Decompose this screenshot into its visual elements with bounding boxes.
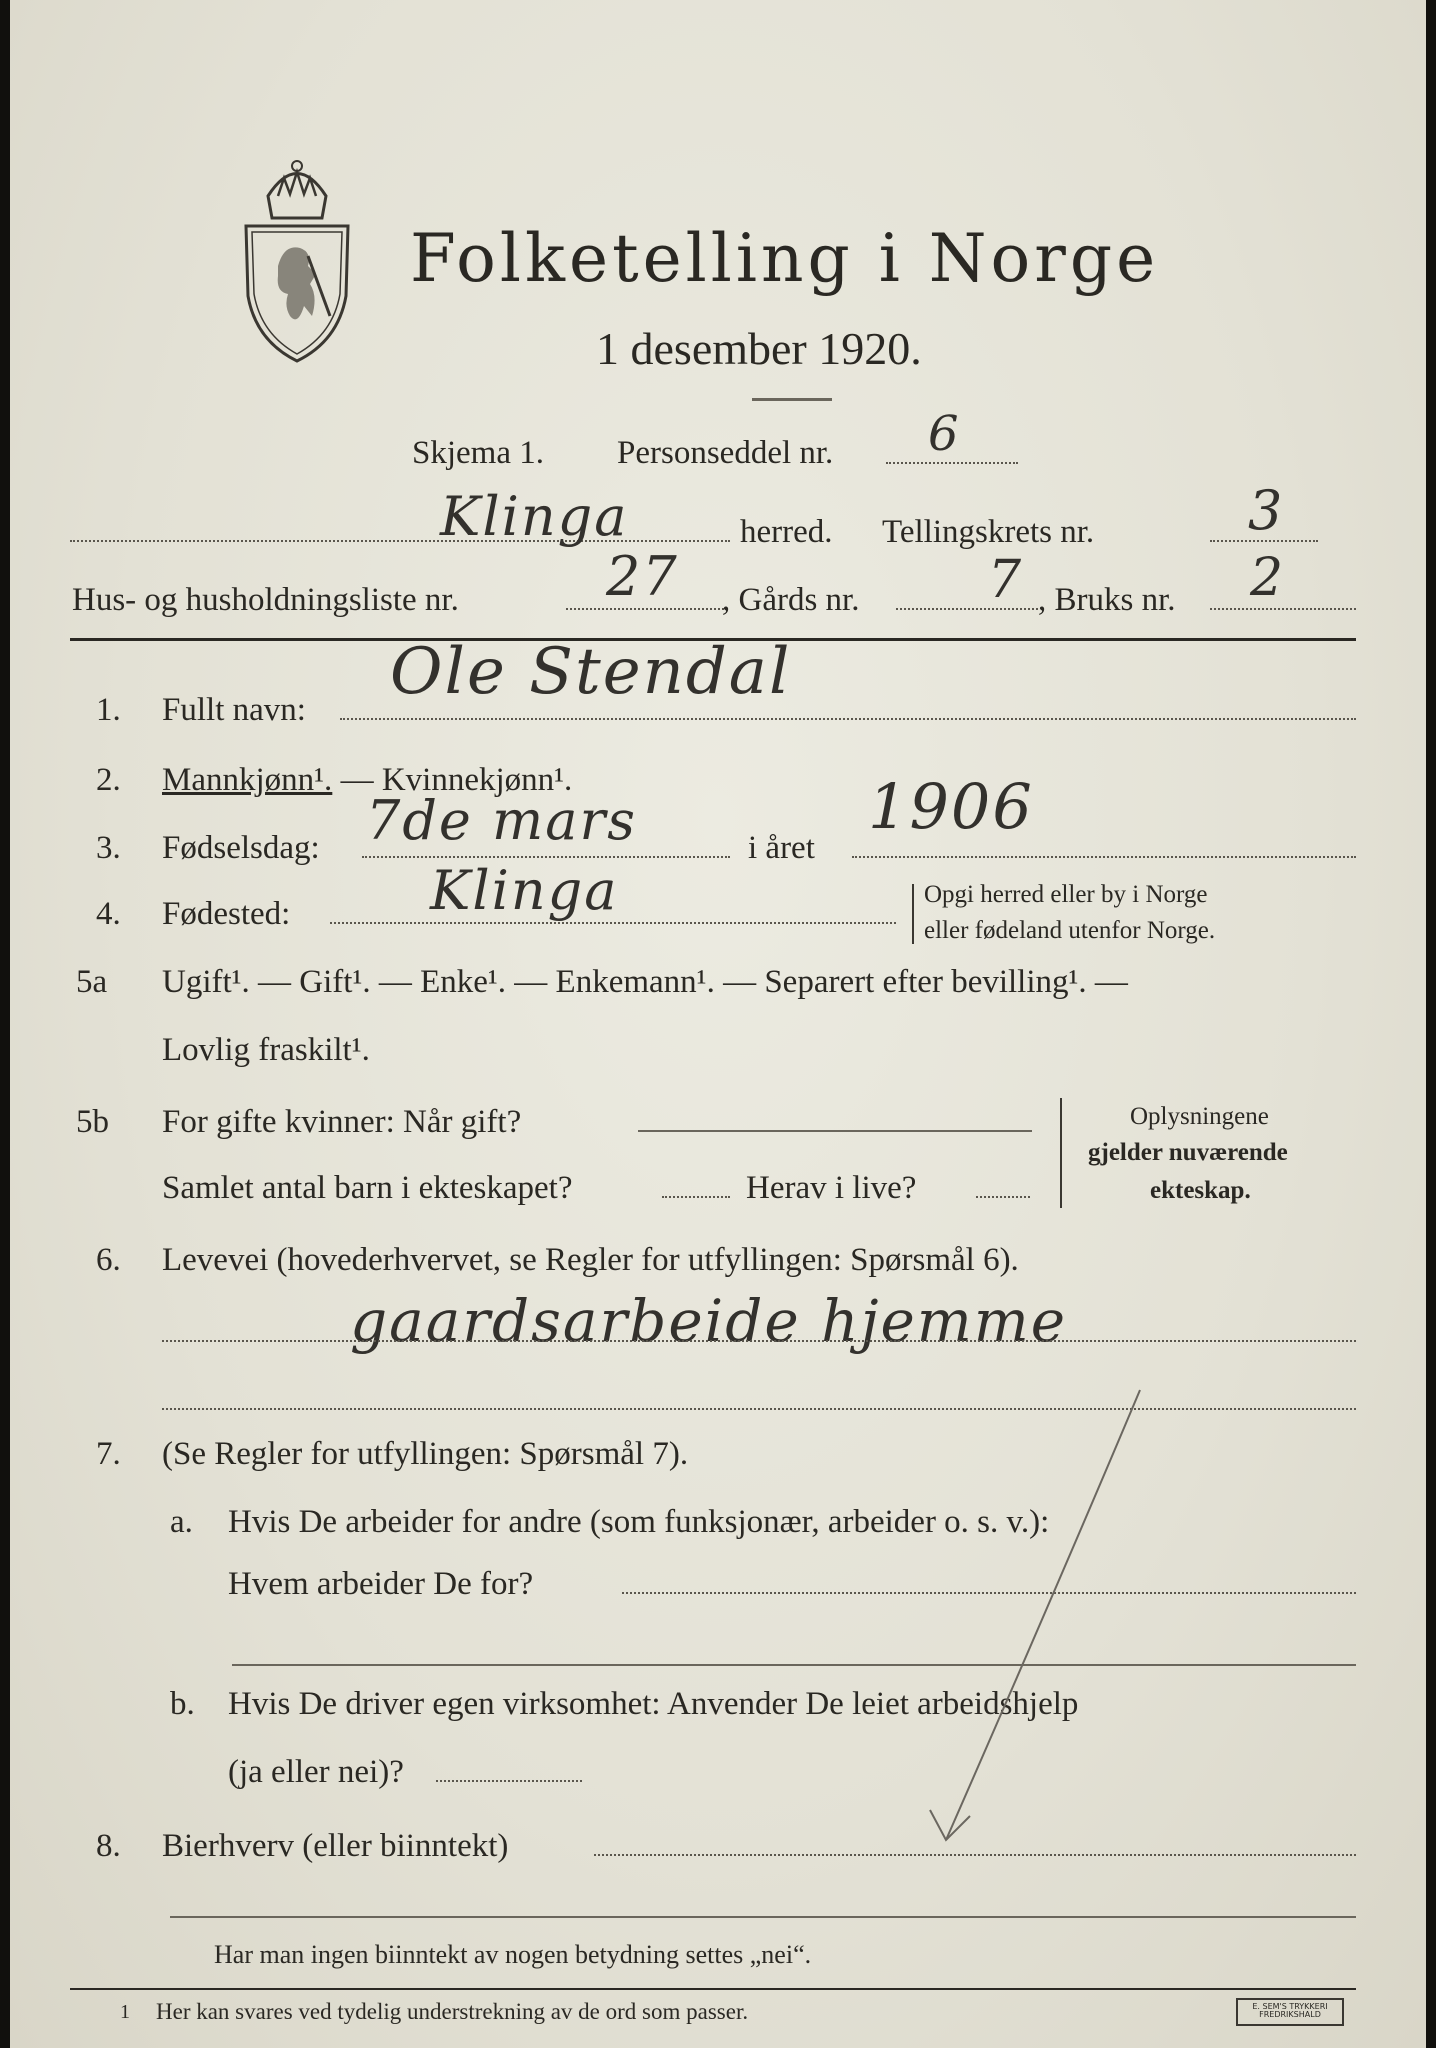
q7a-number: a. [170,1504,193,1540]
q3-year-label: i året [748,830,815,866]
personseddel-line [886,462,1018,464]
personseddel-label: Personseddel nr. [617,435,834,471]
q4-note-line1: Opgi herred eller by i Norge [924,881,1208,908]
q7a-line1: Hvis De arbeider for andre (som funksjonær, arbeider o. s. v.): [228,1504,1050,1540]
q5b-note-line2: gjelder nuværende [1088,1139,1288,1166]
q5a-line1: Ugift¹. — Gift¹. — Enke¹. — Enkemann¹. — Separert efter bevilling¹. — [162,964,1128,1000]
q5b-note-line3: ekteskap. [1150,1177,1251,1204]
footnote-text: Her kan svares ved tydelig understrekning av de ord som passer. [156,1999,749,2024]
q5b-note-line1: Oplysningene [1130,1103,1269,1130]
q1-answer: Ole Stendal [390,635,792,709]
q1-label: Fullt navn: [162,692,306,728]
q5b-line2a: Samlet antal barn i ekteskapet? [162,1170,573,1206]
q6-number: 6. [96,1242,121,1278]
q2-number: 2. [96,762,121,798]
q5b-married-line [638,1130,1032,1132]
hus-value: 27 [606,545,679,608]
q4-number: 4. [96,896,121,932]
printer-stamp-line2: FREDRIKSHALD [1259,2010,1321,2019]
q3-day-line [362,856,730,858]
q7-number: 7. [96,1436,121,1472]
q1-line [340,718,1356,720]
q7b-line [436,1780,582,1782]
hus-line [566,608,724,610]
q7b-line1: Hvis De driver egen virksomhet: Anvender De leiet arbeidshjelp [228,1686,1079,1722]
tellingskrets-value: 3 [1248,479,1285,542]
form-title: Folketelling i Norge [410,220,1160,297]
q5b-line2b: Herav i live? [746,1170,917,1206]
title-divider [752,398,832,401]
q6-label: Levevei (hovederhvervet, se Regler for utfyllingen: Spørsmål 6). [162,1242,1019,1278]
q3-label: Fødselsdag: [162,830,320,866]
q2-male-option: Mannkjønn¹. [162,762,333,798]
q7b-line2: (ja eller nei)? [228,1754,404,1790]
q8-number: 8. [96,1828,121,1864]
q4-label: Fødested: [162,896,291,932]
q5b-line1: For gifte kvinner: Når gift? [162,1104,522,1140]
q8-label: Bierhverv (eller biinntekt) [162,1828,509,1864]
census-form-page [10,0,1426,2048]
q6-answer: gaardsarbeide hjemme [350,1287,1068,1355]
gards-value: 7 [988,550,1024,610]
schema-label: Skjema 1. [412,435,544,471]
q6-line2 [162,1408,1356,1410]
q8-extra-line [170,1916,1356,1918]
bruks-value: 2 [1250,548,1286,608]
personseddel-value: 6 [928,406,961,462]
herred-label: herred. [740,514,833,550]
q5b-children-line [662,1196,730,1198]
q7a-extra-line [232,1664,1356,1666]
bruks-label: , Bruks nr. [1038,582,1176,618]
footnote-number: 1 [120,2001,130,2023]
q3-year-line [852,856,1356,858]
q5a-line2: Lovlig fraskilt¹. [162,1032,370,1068]
q7a-line2: Hvem arbeider De for? [228,1566,534,1602]
q5b-note-brace [1060,1098,1062,1208]
printer-stamp-line1: E. SEM'S TRYKKERI [1252,2002,1328,2011]
pencil-arrow-mark [910,1380,1150,1860]
q4-note-brace [912,884,914,944]
q4-line [330,922,896,924]
census-date: 1 desember 1920. [596,323,922,374]
tellingskrets-label: Tellingskrets nr. [882,514,1095,550]
q4-answer: Klinga [430,859,619,922]
q7-label: (Se Regler for utfyllingen: Spørsmål 7). [162,1436,689,1472]
q6-line1 [162,1340,1356,1342]
herred-line [70,540,730,542]
herred-value: Klinga [440,485,629,548]
q1-number: 1. [96,692,121,728]
q2-separator: — [332,762,382,798]
q2-female-option: Kvinnekjønn¹. [381,762,573,798]
printer-stamp [1236,1998,1344,2026]
norway-coat-of-arms-icon [238,156,356,366]
footer-note: Har man ingen biinntekt av nogen betydning settes „nei“. [214,1940,812,1969]
q3-number: 3. [96,830,121,866]
q5b-number: 5b [76,1104,109,1140]
q3-answer-year: 1906 [868,770,1034,843]
footnote-rule [70,1988,1356,1990]
q5a-number: 5a [76,964,108,1000]
q5b-alive-line [976,1196,1030,1198]
bruks-line [1210,608,1356,610]
gards-label: , Gårds nr. [722,582,860,618]
q3-answer-day: 7de mars [366,789,637,852]
q4-note-line2: eller fødeland utenfor Norge. [924,917,1216,944]
q7b-number: b. [170,1686,195,1722]
hus-label: Hus- og husholdningsliste nr. [72,582,459,618]
